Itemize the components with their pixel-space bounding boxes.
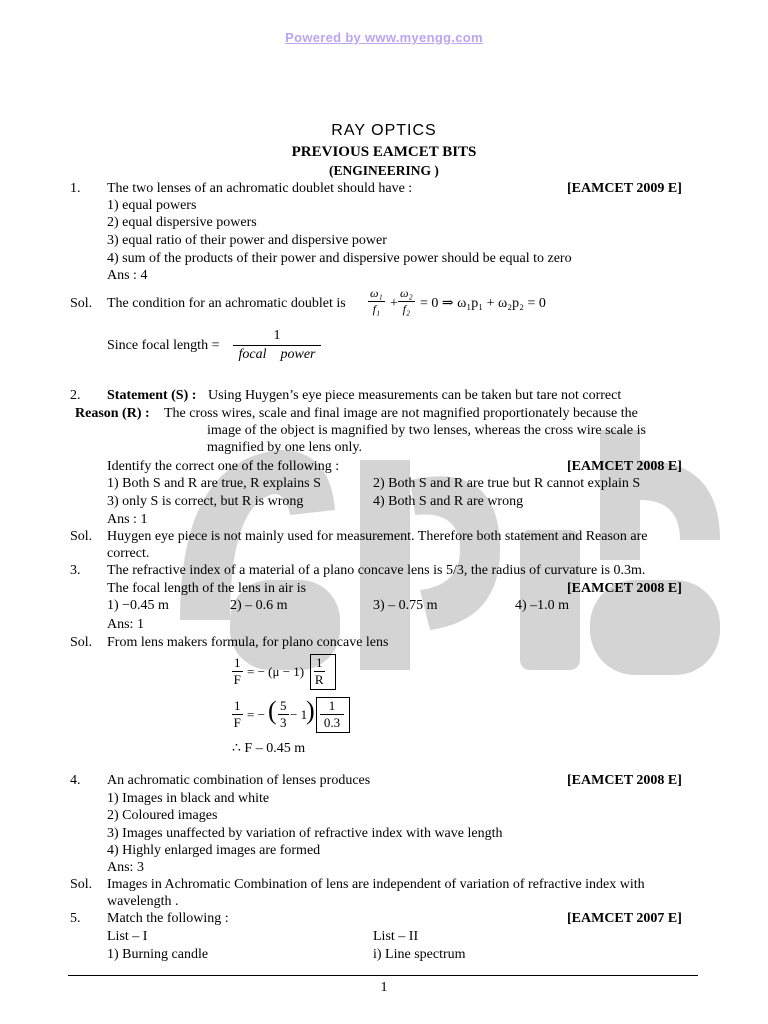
q3-eq1-frac [232, 655, 243, 688]
q4-tag: [EAMCET 2008 E] [567, 773, 682, 788]
q3-option-1: 1) −0.45 m [107, 598, 169, 613]
q1-sol-text: The condition for an achromatic doublet is [107, 296, 346, 311]
q1-focal-frac [233, 327, 321, 364]
q2-reason-line-2: image of the object is magnified by two lenses, whereas the cross wire scale is [207, 423, 646, 438]
q2-sol-line-2: correct. [107, 546, 150, 561]
q3-eq2-minus: − 1 [290, 707, 308, 722]
q3-eq2-eq: = − [247, 707, 265, 722]
q4-sol-line-1: Images in Achromatic Combination of lens are independent of variation of refractive index with [107, 877, 645, 892]
q3-option-3: 3) – 0.75 m [373, 598, 438, 613]
q2-tag: [EAMCET 2008 E] [567, 459, 682, 474]
q4-sol-label: Sol. [70, 877, 93, 892]
q1-text: The two lenses of an achromatic doublet should have : [107, 181, 413, 196]
powered-by-link[interactable]: Powered by www.myengg.com [285, 30, 483, 45]
q1-frac-1-num: ω₁ [370, 286, 383, 300]
q3-result: ∴ F – 0.45 m [232, 741, 306, 756]
q3-eq2-fden: 3 [280, 715, 287, 730]
q3-line-1: The refractive index of a material of a plano concave lens is 5/3, the radius of curvature is 0.3m. [107, 563, 646, 578]
page-number: 1 [380, 980, 388, 995]
q3-option-2: 2) – 0.6 m [230, 598, 288, 613]
q3-eq2-ffrac [278, 698, 289, 731]
q4-option-1: 1) Images in black and white [107, 791, 270, 806]
q1-option-4: 4) sum of the products of their power and dispersive power should be equal to zero [107, 251, 572, 266]
page-subtitle: PREVIOUS EAMCET BITS [291, 144, 477, 160]
q3-eq1-num: 1 [234, 655, 241, 670]
q2-answer: Ans : 1 [107, 512, 148, 527]
q5-number: 5. [70, 911, 81, 926]
q2-sol-label: Sol. [70, 529, 93, 544]
q2-statement-label: Statement (S) : [107, 388, 197, 403]
q4-number: 4. [70, 773, 81, 788]
q3-sol-text: From lens makers formula, for plano concave lens [107, 635, 389, 650]
q2-option-4: 4) Both S and R are wrong [373, 494, 524, 509]
q1-focal-num: 1 [233, 327, 321, 346]
q3-sol-label: Sol. [70, 635, 93, 650]
q1-eq-plus: + [390, 296, 398, 311]
q3-eq1-rfrac [314, 655, 325, 688]
page-title: RAY OPTICS [331, 122, 437, 139]
q3-eq2-lparen: ( [268, 696, 277, 725]
q3-line-2: The focal length of the lens in air is [107, 581, 307, 596]
q3-eq2-rnum: 1 [320, 698, 344, 715]
q2-reason-line-3: magnified by one lens only. [207, 440, 363, 455]
page-subtitle-engineering: (ENGINEERING ) [329, 163, 439, 178]
q3-number: 3. [70, 563, 81, 578]
q3-eq2-rfrac [320, 698, 344, 731]
q5-tag: [EAMCET 2007 E] [567, 911, 682, 926]
q2-sol-line-1: Huygen eye piece is not mainly used for measurement. Therefore both statement and Reason are [107, 529, 648, 544]
q5-list2-heading: List – II [373, 929, 419, 944]
q1-focal-text: Since focal length = [107, 338, 220, 353]
q2-statement-text: Using Huygen’s eye piece measurements can be taken but tare not correct [208, 388, 622, 403]
q4-option-3: 3) Images unaffected by variation of refractive index with wave length [107, 826, 503, 841]
q4-answer: Ans: 3 [107, 860, 144, 875]
q5-list1-item-1: 1) Burning candle [107, 947, 209, 962]
q1-option-3: 3) equal ratio of their power and dispersive power [107, 233, 387, 248]
q3-option-4: 4) –1.0 m [515, 598, 570, 613]
q4-option-4: 4) Highly enlarged images are formed [107, 843, 321, 858]
q2-number: 2. [70, 388, 81, 403]
q3-eq2-frac [232, 698, 243, 731]
q2-reason-line-1: The cross wires, scale and final image are not magnified proportionately because the [164, 406, 638, 421]
q1-frac-2-num: ω₂ [400, 286, 413, 300]
q3-eq1-rden: R [314, 672, 324, 687]
q4-option-2: 2) Coloured images [107, 808, 218, 823]
q3-eq1-rnum: 1 [316, 655, 323, 670]
q5-list1-heading: List – I [107, 929, 148, 944]
q2-option-1: 1) Both S and R are true, R explains S [107, 476, 321, 491]
q2-reason-label: Reason (R) : [75, 406, 150, 421]
q1-focal-den: focal power [238, 347, 316, 362]
q1-sol-label: Sol. [70, 296, 93, 311]
q2-option-3: 3) only S is correct, but R is wrong [107, 494, 304, 509]
q1-answer: Ans : 4 [107, 268, 148, 283]
q3-eq2-den: F [233, 715, 241, 730]
q3-answer: Ans: 1 [107, 617, 144, 632]
q1-eq-rest: = 0 ⇒ ω₁p₁ + ω₂p₂ = 0 [420, 296, 546, 311]
q1-number: 1. [70, 181, 81, 196]
q3-eq2-rparen: ) [306, 696, 315, 725]
q1-frac-2 [398, 286, 415, 317]
q3-eq2-fnum: 5 [280, 698, 287, 713]
q1-option-1: 1) equal powers [107, 198, 197, 213]
q1-tag: [EAMCET 2009 E] [567, 181, 682, 196]
q1-option-2: 2) equal dispersive powers [107, 215, 257, 230]
q3-eq1-mid: = − (μ − 1) [247, 664, 305, 679]
q1-frac-1 [368, 286, 385, 317]
q2-identify: Identify the correct one of the following : [107, 459, 340, 474]
q5-list2-item-1: i) Line spectrum [373, 947, 466, 962]
q2-option-2: 2) Both S and R are true but R cannot explain S [373, 476, 641, 491]
footer-divider [68, 975, 698, 976]
q1-frac-2-den: f₂ [402, 302, 411, 316]
q1-frac-1-den: f₁ [372, 302, 381, 316]
q4-sol-line-2: wavelength . [107, 894, 179, 909]
q4-text: An achromatic combination of lenses produces [107, 773, 371, 788]
q3-eq1-den: F [233, 672, 241, 687]
q3-eq2-rden: 0.3 [323, 715, 341, 730]
q3-tag: [EAMCET 2008 E] [567, 581, 682, 596]
q3-eq2-num: 1 [234, 698, 241, 713]
q5-text: Match the following : [107, 911, 229, 926]
